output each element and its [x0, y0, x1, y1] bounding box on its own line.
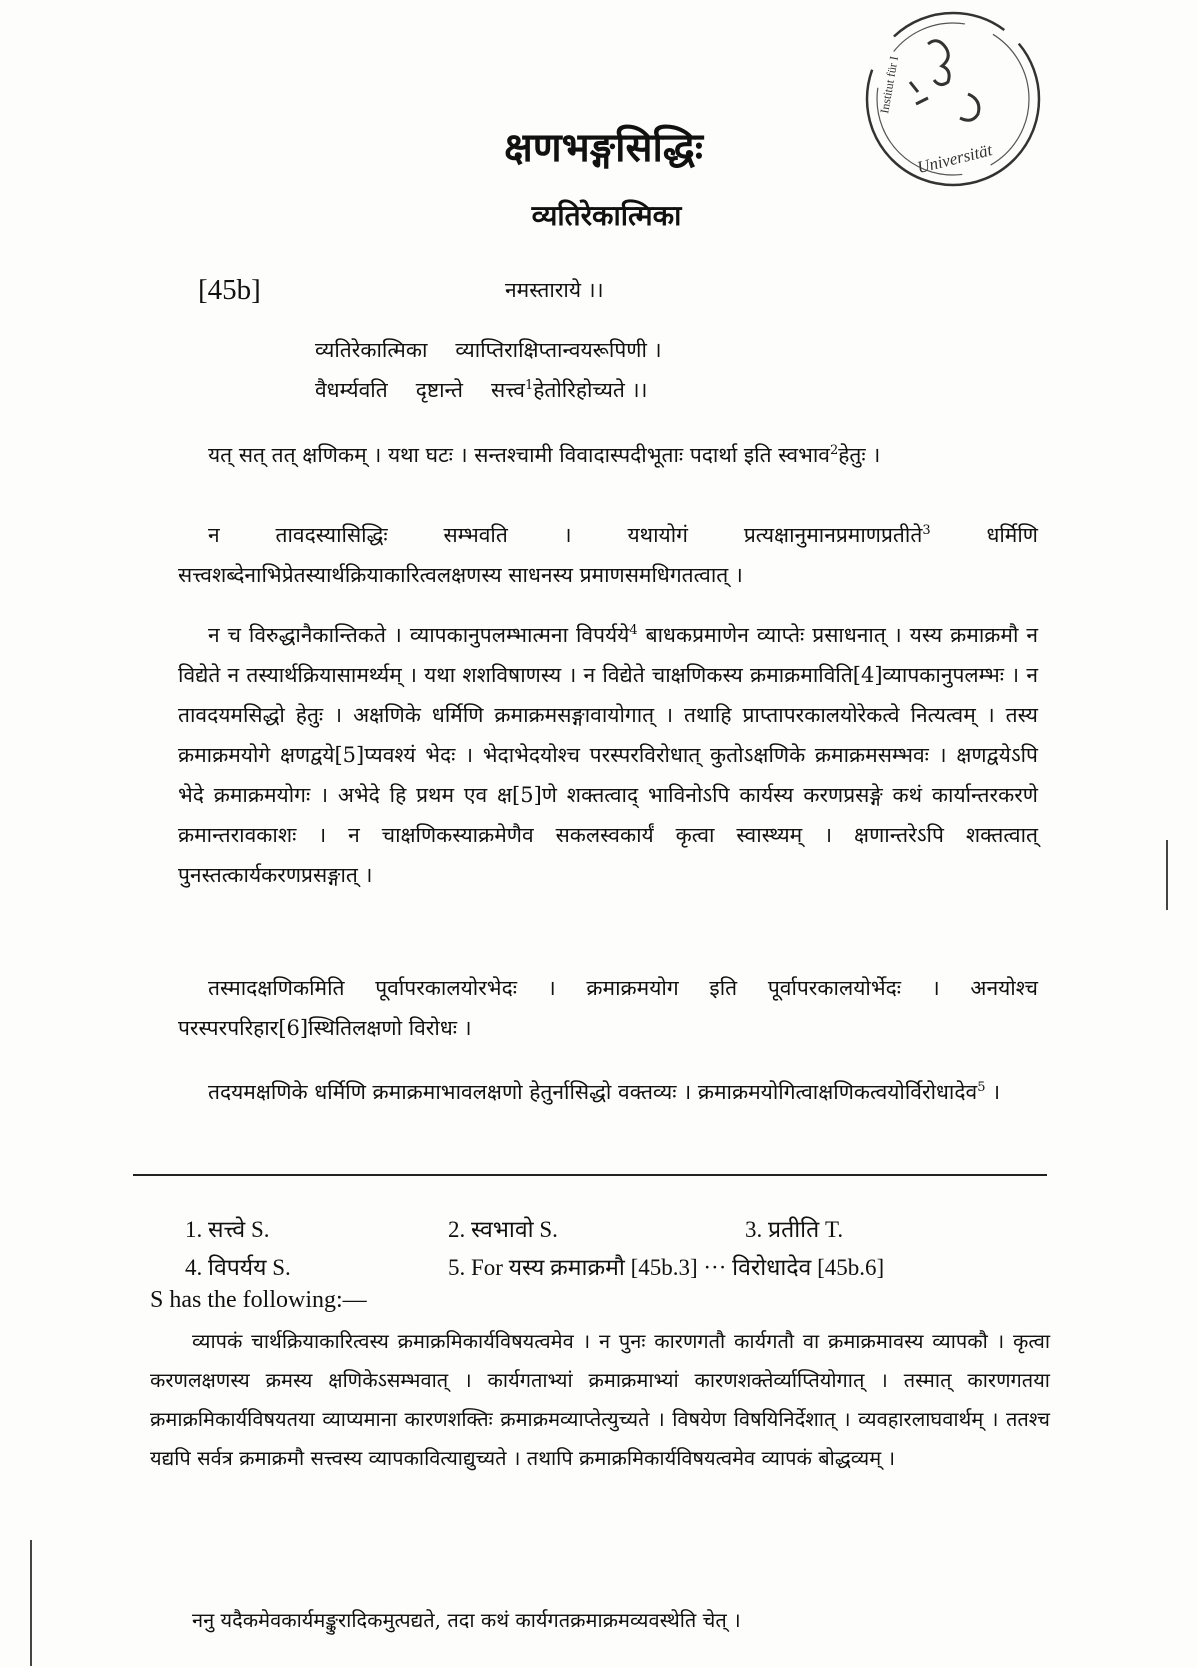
- paragraph-5-text-a: तदयमक्षणिके धर्मिणि क्रमाक्रमाभावलक्षणो हेतुर्नासिद्धो वक्तव्यः । क्रमाक्रमयोगित्वाक्षणिकत्वयोर्विरोधादेव: [208, 1080, 978, 1104]
- footnote-divider: [133, 1174, 1047, 1176]
- svg-text:Universität: Universität: [915, 140, 995, 178]
- verse-line-2-part-a: वैधर्म्यवति: [315, 378, 388, 402]
- paragraph-3-text-b: बाधकप्रमाणेन व्याप्तेः प्रसाधनात् । यस्य क्रमाक्रमौ न विद्येते न तस्यार्थक्रियासामर्थ्यम् । यथा शशविषाणस्य । न विद्येते चाक्षणिकस्य क्रमाक्रमाविति[4]व्यापकानुपलम्भः । न तावदयमसिद्धो हेतुः । अक्षणिके धर्मिणि क्रमाक्रमसङ्गावायोगात् । तथाहि प्राप्तापरकालयोरेकत्वे नित्यत्वम् । तस्य क्रमाक्रमयोगे क्षणद्वये[5]प्यवश्यं भेदः । भेदाभेदयोश्च परस्परविरोधात् कुतोऽक्षणिके क्रमाक्रमसम्भवः । क्षणद्वयेऽपि भेदे क्रमाक्रमयोगः । अभेदे हि प्रथम एव क्ष[5]णे शक्तत्वाद् भाविनोऽपि कार्यस्य करणप्रसङ्गे कथं कार्यान्तरकरणे क्रमान्तरावकाशः । न चाक्षणिकस्याक्रमेणैव सकलस्वकार्यं कृत्वा स्वास्थ्यम् । क्षणान्तरेऽपि शक्तत्वात् पुनस्तत्कार्यकरणप्रसङ्गात् ।: [178, 623, 1038, 887]
- page-title: क्षणभङ्गसिद्धिः: [504, 124, 703, 171]
- paragraph-1: [178, 435, 1038, 475]
- paragraph-1-text-a: यत् सत् तत् क्षणिकम् । यथा घटः । सन्तश्चामी विवादास्पदीभूताः पदार्था इति स्वभाव: [208, 443, 830, 467]
- paragraph-1-text-b: हेतुः ।: [838, 443, 881, 467]
- paragraph-2: [178, 515, 1038, 595]
- footnote-3: 3. प्रतीति T.: [745, 1217, 844, 1242]
- footnote-ref-4: 4: [629, 623, 638, 638]
- verse-line-1-part-a: व्यतिरेकात्मिका: [315, 338, 428, 362]
- footnote-5-note: S has the following:—: [150, 1287, 367, 1313]
- footnote-ref-2: 2: [830, 443, 839, 458]
- paragraph-3: [178, 615, 1038, 895]
- supplement-paragraph-2: ननु यदैकमेवकार्यमङ्कुरादिकमुत्पद्यते, तदा कथं कार्यगतक्रमाक्रमव्यवस्थेति चेत् ।: [192, 1608, 741, 1632]
- verse-line-1: [315, 336, 662, 364]
- paragraph-2-text-a: न तावदस्यासिद्धिः सम्भवति । यथायोगं प्रत्यक्षानुमानप्रमाणप्रतीते: [208, 523, 923, 547]
- footnote-5: 5. For यस्य क्रमाक्रमौ [45b.3] ··· विरोधादेव [45b.6]: [448, 1255, 885, 1280]
- footnote-2: 2. स्वभावो S.: [448, 1217, 558, 1242]
- paragraph-5-text-b: ।: [985, 1080, 1001, 1104]
- invocation: नमस्ताराये ।।: [505, 278, 604, 302]
- footnote-4: 4. विपर्यय S.: [185, 1255, 291, 1280]
- footnote-ref-3: 3: [922, 523, 931, 538]
- verse-line-2-part-c: सत्त्व: [490, 378, 525, 402]
- right-margin-mark: [1166, 840, 1168, 910]
- footnote-1: 1. सत्त्वे S.: [185, 1217, 270, 1242]
- paragraph-3-text-a: न च विरुद्धानैकान्तिकते । व्यापकानुपलम्भात्मना विपर्यये: [208, 623, 630, 647]
- page-subtitle: व्यतिरेकात्मिका: [531, 199, 682, 232]
- verse-line-1-part-b: व्याप्तिराक्षिप्तान्वयरूपिणी ।: [455, 338, 662, 362]
- paragraph-4: तस्मादक्षणिकमिति पूर्वापरकालयोरभेदः । क्रमाक्रमयोग इति पूर्वापरकालयोर्भेदः । अनयोश्च परस्परपरिहार[6]स्थितिलक्षणो विरोधः ।: [178, 976, 1038, 1040]
- svg-text:Institut für I: Institut für I: [877, 54, 902, 115]
- supplement-paragraph-1: व्यापकं चार्थक्रियाकारित्वस्य क्रमाक्रमिकार्यविषयत्वमेव । न पुनः कारणगतौ कार्यगतौ वा क्रमाक्रमावस्य व्यापकौ । कृत्वा करणलक्षणस्य क्रमस्य क्षणिकेऽसम्भवात् । कार्यगताभ्यां क्रमाक्रमाभ्यां कारणशक्तेर्व्याप्तियोगात् । तस्मात् कारणगतया क्रमाक्रमिकार्यविषयतया व्याप्यमाना कारणशक्तिः क्रमाक्रमव्याप्तेत्युच्यते । विषयेण विषयिनिर्देशात् । व्यवहारलाघवार्थम् । ततश्च यद्यपि सर्वत्र क्रमाक्रमौ सत्त्वस्य व्यापकावित्याद्युच्यते । तथापि क्रमाक्रमिकार्यविषयत्वमेव व्यापकं बोद्धव्यम् ।: [150, 1329, 1050, 1470]
- paragraph-2-text-b: धर्मिणि सत्त्वशब्देनाभिप्रेतस्यार्थक्रियाकारित्वलक्षणस्य साधनस्य प्रमाणसमधिगतत्वात् ।: [178, 523, 1038, 587]
- paragraph-5: [178, 1072, 1038, 1112]
- verse-line-2-part-b: दृष्टान्ते: [415, 378, 463, 402]
- verse-line-2-part-d: हेतोरिहोच्यते ।।: [533, 378, 648, 402]
- footnote-ref-5: 5: [977, 1080, 986, 1095]
- folio-marker: [45b]: [198, 274, 261, 306]
- verse-line-2: [315, 376, 648, 404]
- footnote-ref-1: 1: [524, 378, 534, 393]
- left-margin-mark: [30, 1540, 32, 1666]
